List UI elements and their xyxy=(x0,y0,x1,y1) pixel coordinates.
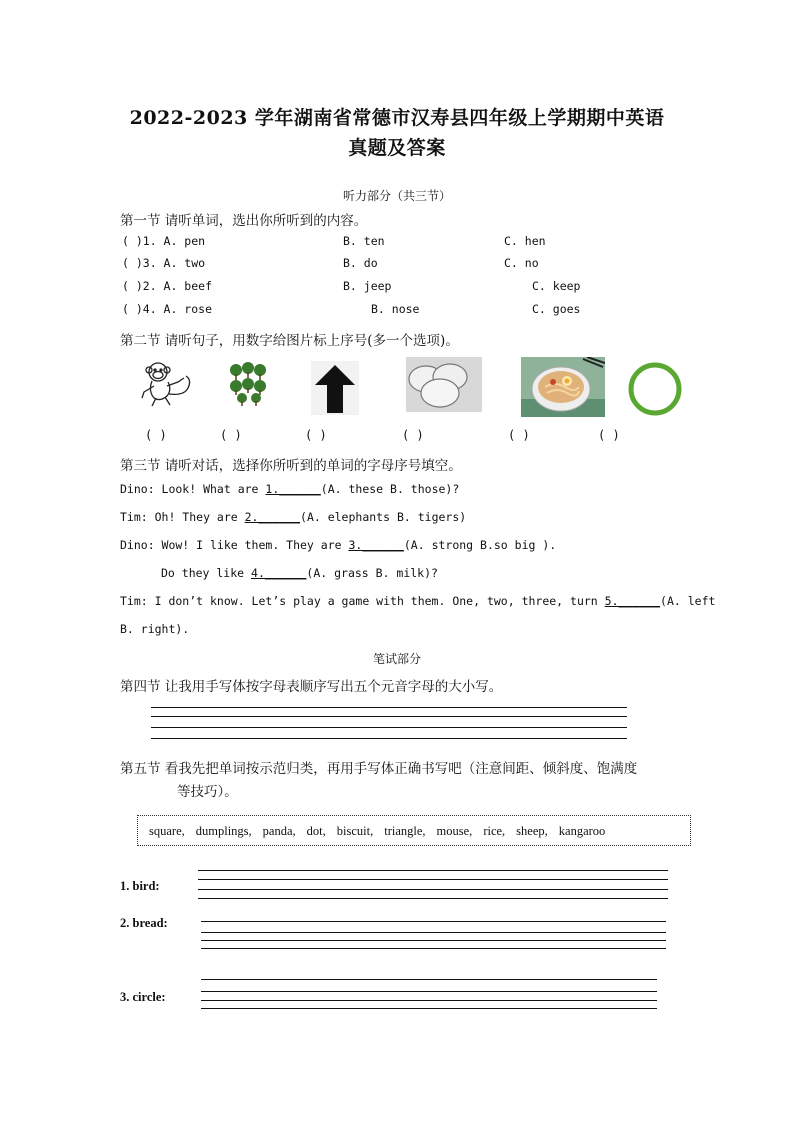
section5-heading-line1: 第五节 看我先把单词按示范归类，再用手写体正确书写吧（注意间距、倾斜度、饱满度 xyxy=(120,761,638,777)
q3-option-a: ( )3. A. two xyxy=(122,256,206,270)
word-panda: panda, xyxy=(262,824,296,838)
word-sheep: sheep, xyxy=(516,824,548,838)
word-biscuit: biscuit, xyxy=(336,824,374,838)
eggs-picture xyxy=(406,357,482,412)
blank-2[interactable]: 2.______ xyxy=(244,510,301,524)
section4-heading: 第四节 让我用手写体按字母表顺序写出五个元音字母的大小写。 xyxy=(120,679,503,695)
q4-option-c: C. goes xyxy=(532,302,581,316)
category-bird-label: 1. bird: xyxy=(120,879,160,893)
word-bank xyxy=(149,824,616,839)
q3-option-c: C. no xyxy=(504,256,539,270)
arrow-up-picture xyxy=(311,361,359,415)
word-triangle: triangle, xyxy=(384,824,426,838)
q4-option-b: B. nose xyxy=(371,302,420,316)
section3-heading: 第三节 请听对话，选择你所听到的单词的字母序号填空。 xyxy=(120,458,462,474)
blank-3[interactable]: 3.______ xyxy=(348,538,404,552)
dialogue-line-1: Dino: Look! What are 1.______(A. these B. those)? xyxy=(120,482,460,496)
section5-heading-line2: 等技巧）。 xyxy=(177,784,238,800)
picture6-answer-blank[interactable]: ( ) xyxy=(598,428,620,442)
q3-option-b: B. do xyxy=(343,256,378,270)
word-dot: dot, xyxy=(306,824,326,838)
document-title-line2: 真题及答案 xyxy=(348,137,446,159)
category-bread-label: 2. bread: xyxy=(120,916,168,930)
picture1-answer-blank[interactable]: ( ) xyxy=(145,428,167,442)
dialogue-line-5: Tim: I don’t know. Let’s play a game with them. One, two, three, turn 5.______(A. left xyxy=(120,594,716,608)
section1-heading: 第一节 请听单词，选出你所听到的内容。 xyxy=(120,213,368,229)
word-dumplings: dumplings, xyxy=(195,824,252,838)
circle-picture xyxy=(626,361,684,417)
blank-4[interactable]: 4.______ xyxy=(251,566,307,580)
noodles-picture xyxy=(521,357,605,417)
word-mouse: mouse, xyxy=(436,824,473,838)
picture3-answer-blank[interactable]: ( ) xyxy=(305,428,327,442)
picture5-answer-blank[interactable]: ( ) xyxy=(508,428,530,442)
category-circle-label: 3. circle: xyxy=(120,990,166,1004)
dialogue-line-2: Tim: Oh! They are 2.______(A. elephants B. tigers) xyxy=(120,510,467,524)
q4-option-a: ( )4. A. rose xyxy=(122,302,213,316)
picture4-answer-blank[interactable]: ( ) xyxy=(402,428,424,442)
dialogue-line-3: Dino: Wow! I like them. They are 3.______(A. strong B.so big ). xyxy=(120,538,557,552)
monkey-picture xyxy=(140,358,194,408)
listening-heading: 听力部分（共三节） xyxy=(342,189,451,203)
section2-heading: 第二节 请听句子，用数字给图片标上序号(多一个选项)。 xyxy=(120,333,459,349)
q2-option-c: C. keep xyxy=(532,279,581,293)
trees-picture xyxy=(226,360,270,406)
written-heading: 笔试部分 xyxy=(372,652,421,666)
dialogue-line-4: Do they like 4.______(A. grass B. milk)? xyxy=(161,566,438,580)
document-title-line1: 2022-2023 学年湖南省常德市汉寿县四年级上学期期中英语 xyxy=(129,107,665,129)
blank-5[interactable]: 5.______ xyxy=(604,594,661,608)
q2-option-a: ( )2. A. beef xyxy=(122,279,213,293)
q2-option-b: B. jeep xyxy=(343,279,392,293)
q1-option-c: C. hen xyxy=(504,234,546,248)
word-kangaroo: kangaroo xyxy=(558,824,606,838)
dialogue-line-6: B. right). xyxy=(120,622,190,636)
word-square: square, xyxy=(149,824,185,838)
q1-option-b: B. ten xyxy=(343,234,385,248)
picture2-answer-blank[interactable]: ( ) xyxy=(220,428,242,442)
blank-1[interactable]: 1.______ xyxy=(265,482,321,496)
word-rice: rice, xyxy=(483,824,506,838)
q1-option-a: ( )1. A. pen xyxy=(122,234,206,248)
